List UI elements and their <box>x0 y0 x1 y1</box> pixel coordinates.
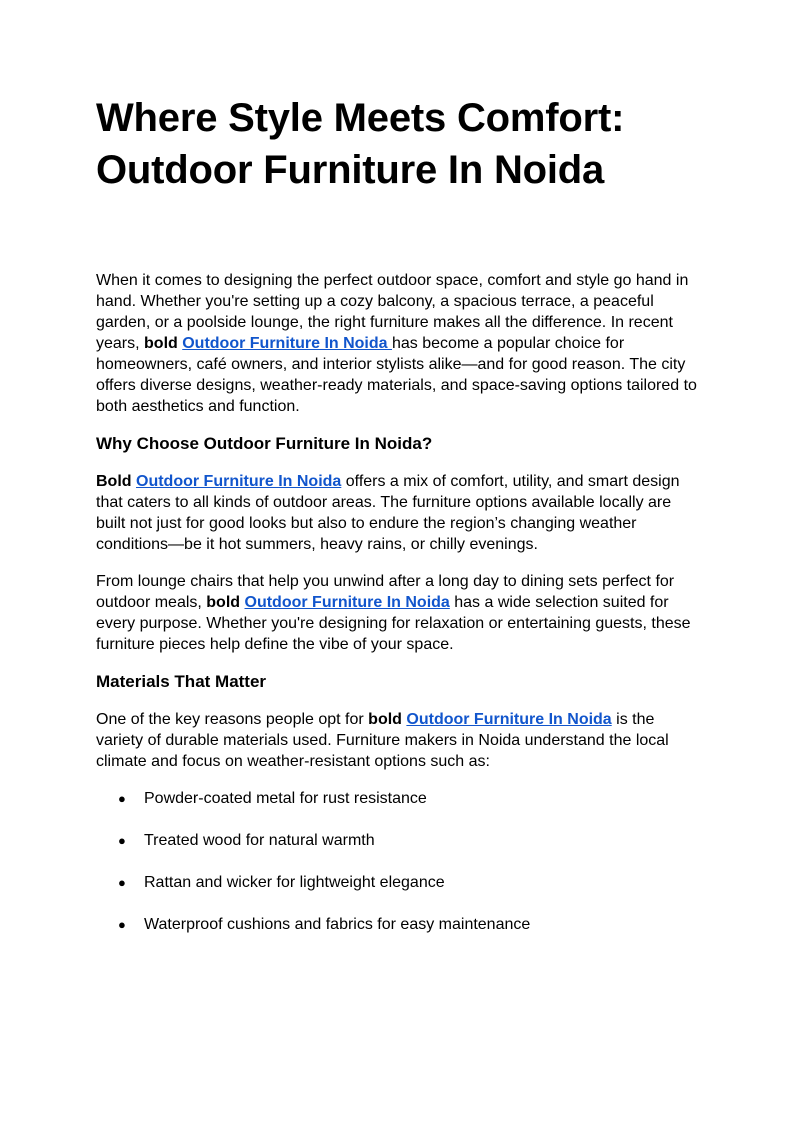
why-choose-paragraph-2 <box>96 571 701 655</box>
bullet-icon: ● <box>118 917 126 932</box>
list-item <box>96 830 701 851</box>
lounge-text-start: From lounge chairs that help you unwind after a long day to dining sets perfect for outdoor meals, <box>96 573 675 611</box>
why-choose-bold-word: Bold <box>96 473 132 490</box>
document-body <box>96 270 701 956</box>
why-choose-text: offers a mix of comfort, utility, and smart design that caters to all kinds of outdoor areas. The furniture options available locally are built not just for good looks but also to endure the region’s changing weather conditions—be it hot summers, heavy rains, or chilly evenings. <box>96 473 680 553</box>
list-item-text: Waterproof cushions and fabrics for easy maintenance <box>144 916 531 933</box>
materials-list <box>96 788 701 935</box>
list-item <box>96 914 701 935</box>
section-heading-why-choose: Why Choose Outdoor Furniture In Noida? <box>96 434 433 453</box>
why-choose-paragraph-1 <box>96 471 701 555</box>
materials-bold-word: bold <box>368 711 402 728</box>
page-title: Where Style Meets Comfort: Outdoor Furniture In Noida <box>96 96 625 192</box>
intro-bold-word: bold <box>144 335 178 352</box>
section-heading-materials: Materials That Matter <box>96 672 267 691</box>
intro-text-end: has become a popular choice for homeowners, café owners, and interior stylists alike—and for good reason. The city offers diverse designs, weather-ready materials, and space-saving options tailored to both aesthetics and function. <box>96 335 697 415</box>
materials-paragraph <box>96 709 701 772</box>
lounge-text-end: has a wide selection suited for every purpose. Whether you're designing for relaxation or entertaining guests, these furniture pieces help define the vibe of your space. <box>96 594 691 653</box>
bullet-icon: ● <box>118 791 126 806</box>
materials-link-outdoor-furniture[interactable]: Outdoor Furniture In Noida <box>406 711 612 728</box>
intro-paragraph <box>96 270 701 417</box>
list-item-text: Powder-coated metal for rust resistance <box>144 790 427 807</box>
why-choose-link-outdoor-furniture[interactable]: Outdoor Furniture In Noida <box>136 473 342 490</box>
lounge-link-outdoor-furniture[interactable]: Outdoor Furniture In Noida <box>244 594 450 611</box>
list-item <box>96 872 701 893</box>
intro-text-start: When it comes to designing the perfect outdoor space, comfort and style go hand in hand. Whether you're setting up a cozy balcony, a spacious terrace, a peaceful garden, or a poolside lounge, the right furniture makes all the difference. In recent years, <box>96 272 689 352</box>
bullet-icon: ● <box>118 875 126 890</box>
list-item-text: Treated wood for natural warmth <box>144 832 375 849</box>
materials-text-end: is the variety of durable materials used. Furniture makers in Noida understand the local climate and focus on weather-resistant options such as: <box>96 711 669 770</box>
bullet-icon: ● <box>118 833 126 848</box>
list-item <box>96 788 701 809</box>
list-item-text: Rattan and wicker for lightweight elegance <box>144 874 445 891</box>
intro-link-outdoor-furniture[interactable]: Outdoor Furniture In Noida <box>182 335 392 352</box>
materials-text-start: One of the key reasons people opt for <box>96 711 369 728</box>
lounge-bold-word: bold <box>206 594 241 611</box>
